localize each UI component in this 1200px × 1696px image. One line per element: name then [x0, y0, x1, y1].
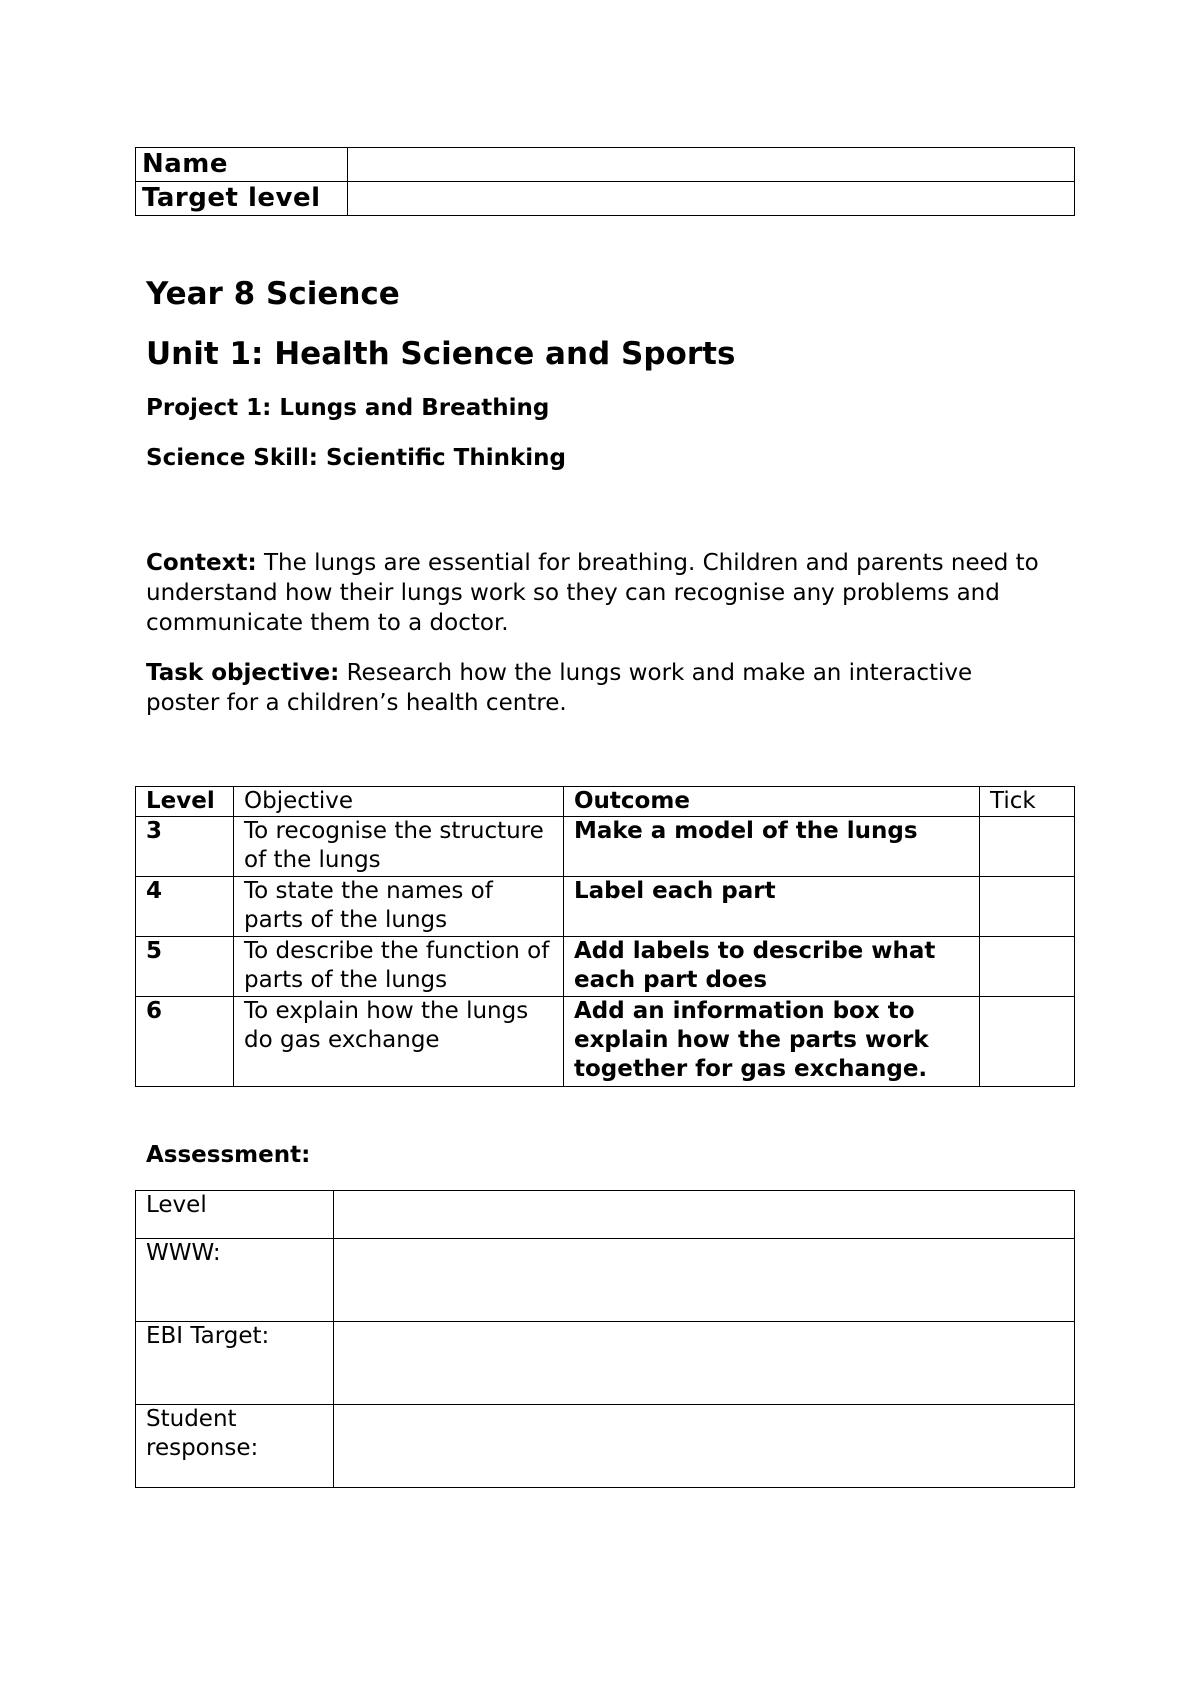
assessment-level-field[interactable]	[334, 1191, 1075, 1239]
level-header: Level	[136, 787, 234, 817]
outcome-cell: Add an information box to explain how the parts work together for gas exchange.	[564, 997, 980, 1087]
level-cell: 3	[136, 817, 234, 877]
name-field[interactable]	[348, 148, 1075, 182]
objective-cell: To recognise the structure of the lungs	[234, 817, 564, 877]
assessment-title: Assessment:	[146, 1142, 311, 1168]
outcome-cell: Label each part	[564, 877, 980, 937]
assessment-table	[135, 1190, 1075, 1488]
objective-cell: To state the names of parts of the lungs	[234, 877, 564, 937]
assessment-ebi-field[interactable]	[334, 1322, 1075, 1405]
level-cell: 5	[136, 937, 234, 997]
table-row	[136, 877, 1075, 937]
level-objective-table	[135, 786, 1075, 1087]
outcome-header: Outcome	[564, 787, 980, 817]
assessment-www-field[interactable]	[334, 1239, 1075, 1322]
tick-cell[interactable]	[980, 817, 1075, 877]
name-row	[136, 148, 1075, 182]
tick-header: Tick	[980, 787, 1075, 817]
assessment-level-label: Level	[136, 1191, 334, 1239]
project-title: Project 1: Lungs and Breathing	[146, 395, 550, 421]
skill-title: Science Skill: Scientific Thinking	[146, 445, 566, 471]
table-row	[136, 1322, 1075, 1405]
name-label: Name	[136, 148, 348, 182]
assessment-www-label: WWW:	[136, 1239, 334, 1322]
task-objective-paragraph	[146, 658, 1046, 718]
tick-cell[interactable]	[980, 997, 1075, 1087]
objective-header: Objective	[234, 787, 564, 817]
tick-cell[interactable]	[980, 877, 1075, 937]
assessment-student-response-field[interactable]	[334, 1405, 1075, 1488]
context-paragraph	[146, 548, 1046, 638]
table-row	[136, 1191, 1075, 1239]
context-text: The lungs are essential for breathing. Children and parents need to understand how their lungs work so they can recognise any problems and communicate them to a doctor.	[146, 550, 1039, 636]
target-level-field[interactable]	[348, 182, 1075, 216]
outcome-cell: Add labels to describe what each part does	[564, 937, 980, 997]
assessment-student-response-label: Student response:	[136, 1405, 334, 1488]
objective-cell: To explain how the lungs do gas exchange	[234, 997, 564, 1087]
unit-title: Unit 1: Health Science and Sports	[146, 336, 736, 372]
objective-cell: To describe the function of parts of the lungs	[234, 937, 564, 997]
context-label: Context:	[146, 550, 257, 576]
student-info-table	[135, 147, 1075, 216]
task-objective-text: Research how the lungs work and make an interactive poster for a children’s health centre.	[146, 660, 973, 716]
level-table-header-row	[136, 787, 1075, 817]
level-cell: 6	[136, 997, 234, 1087]
target-level-row	[136, 182, 1075, 216]
task-objective-label: Task objective:	[146, 660, 340, 686]
table-row	[136, 1239, 1075, 1322]
target-level-label: Target level	[136, 182, 348, 216]
assessment-ebi-label: EBI Target:	[136, 1322, 334, 1405]
table-row	[136, 1405, 1075, 1488]
outcome-cell: Make a model of the lungs	[564, 817, 980, 877]
tick-cell[interactable]	[980, 937, 1075, 997]
year-title: Year 8 Science	[146, 276, 400, 312]
level-cell: 4	[136, 877, 234, 937]
table-row	[136, 817, 1075, 877]
table-row	[136, 997, 1075, 1087]
table-row	[136, 937, 1075, 997]
